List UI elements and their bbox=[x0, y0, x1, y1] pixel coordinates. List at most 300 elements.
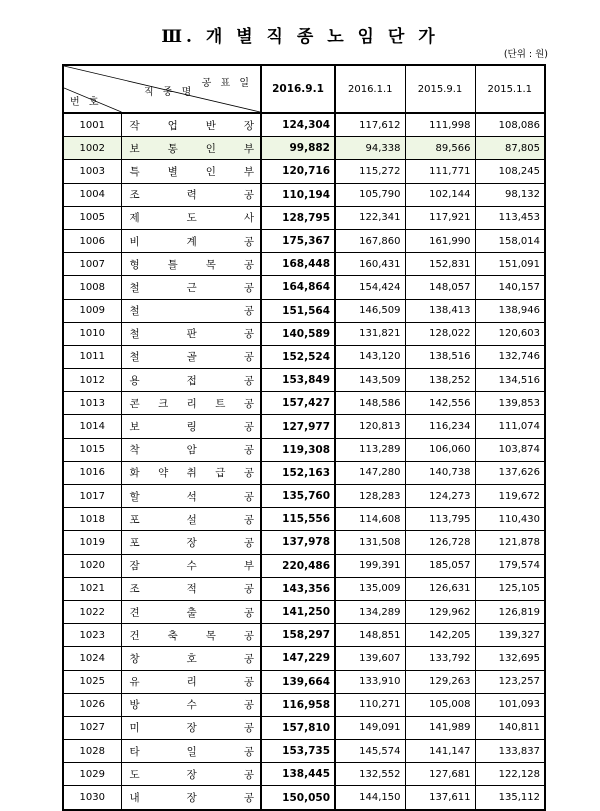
wage-value-3: 124,273 bbox=[405, 485, 475, 508]
job-name-char: 급 bbox=[215, 467, 226, 480]
job-name-char: 공 bbox=[243, 722, 254, 735]
job-code: 1018 bbox=[63, 508, 121, 531]
wage-value-4: 123,257 bbox=[475, 670, 545, 693]
wage-value-2: 144,150 bbox=[335, 786, 405, 810]
wage-value-2: 147,280 bbox=[335, 461, 405, 484]
job-name-char: 공 bbox=[243, 305, 254, 318]
wage-value-3: 126,728 bbox=[405, 531, 475, 554]
job-name-char: 도 bbox=[129, 768, 140, 781]
job-name-char: 보 bbox=[129, 142, 140, 155]
job-name-char: 건 bbox=[129, 629, 140, 642]
job-name-char: 유 bbox=[129, 676, 140, 689]
job-code: 1007 bbox=[63, 253, 121, 276]
wage-value-1: 115,556 bbox=[261, 508, 335, 531]
job-name-char: 목 bbox=[205, 258, 216, 271]
wage-value-4: 121,878 bbox=[475, 531, 545, 554]
table-row bbox=[63, 322, 545, 345]
wage-value-3: 138,413 bbox=[405, 299, 475, 322]
wage-value-3: 129,962 bbox=[405, 600, 475, 623]
job-code: 1009 bbox=[63, 299, 121, 322]
header-date-2: 2016.1.1 bbox=[335, 65, 405, 113]
table-row bbox=[63, 740, 545, 763]
job-name-char: 장 bbox=[186, 722, 197, 735]
job-name-char: 계 bbox=[186, 235, 197, 248]
job-name-char: 비 bbox=[129, 235, 140, 248]
wage-value-4: 120,603 bbox=[475, 322, 545, 345]
wage-value-1: 137,978 bbox=[261, 531, 335, 554]
page-title: Ⅲ. 개 별 직 종 노 임 단 가 bbox=[161, 27, 439, 47]
table-body bbox=[63, 113, 545, 810]
wage-value-1: 128,795 bbox=[261, 206, 335, 229]
wage-value-3: 106,060 bbox=[405, 438, 475, 461]
wage-value-4: 101,093 bbox=[475, 693, 545, 716]
table-row bbox=[63, 461, 545, 484]
wage-value-4: 126,819 bbox=[475, 600, 545, 623]
job-name-char: 공 bbox=[243, 258, 254, 271]
job-code: 1016 bbox=[63, 461, 121, 484]
job-code: 1021 bbox=[63, 577, 121, 600]
wage-value-3: 126,631 bbox=[405, 577, 475, 600]
job-name-char: 부 bbox=[243, 142, 254, 155]
wage-value-4: 140,811 bbox=[475, 716, 545, 739]
wage-value-1: 143,356 bbox=[261, 577, 335, 600]
job-code: 1008 bbox=[63, 276, 121, 299]
job-name-char: 리 bbox=[186, 676, 197, 689]
job-name-char: 틀 bbox=[167, 258, 178, 271]
header-job-name-label: 직 종 명 bbox=[144, 87, 195, 98]
job-name-char: 공 bbox=[243, 583, 254, 596]
wage-value-3: 148,057 bbox=[405, 276, 475, 299]
wage-value-2: 143,120 bbox=[335, 345, 405, 368]
job-name-char: 포 bbox=[129, 513, 140, 526]
wage-value-4: 137,626 bbox=[475, 461, 545, 484]
wage-value-4: 158,014 bbox=[475, 229, 545, 252]
wage-value-2: 120,813 bbox=[335, 415, 405, 438]
wage-value-4: 110,430 bbox=[475, 508, 545, 531]
wage-value-1: 135,760 bbox=[261, 485, 335, 508]
job-name-char: 형 bbox=[129, 258, 140, 271]
header-date-4: 2015.1.1 bbox=[475, 65, 545, 113]
job-name-char: 적 bbox=[186, 583, 197, 596]
wage-value-1: 152,163 bbox=[261, 461, 335, 484]
job-name-char: 착 bbox=[129, 444, 140, 457]
job-code: 1029 bbox=[63, 763, 121, 786]
wage-value-4: 125,105 bbox=[475, 577, 545, 600]
wage-value-2: 148,586 bbox=[335, 392, 405, 415]
header-announce-date-label: 공 표 일 bbox=[201, 78, 252, 89]
wage-value-1: 175,367 bbox=[261, 229, 335, 252]
job-name bbox=[121, 392, 261, 415]
wage-value-1: 153,735 bbox=[261, 740, 335, 763]
job-name-char: 석 bbox=[186, 490, 197, 503]
job-name-char: 공 bbox=[243, 374, 254, 387]
wage-value-2: 148,851 bbox=[335, 624, 405, 647]
job-code: 1023 bbox=[63, 624, 121, 647]
job-name-char: 제 bbox=[129, 212, 140, 225]
job-name bbox=[121, 276, 261, 299]
wage-value-4: 138,946 bbox=[475, 299, 545, 322]
wage-value-3: 133,792 bbox=[405, 647, 475, 670]
header-date-3: 2015.9.1 bbox=[405, 65, 475, 113]
job-name-char: 장 bbox=[186, 792, 197, 805]
job-name-char: 공 bbox=[243, 235, 254, 248]
job-name-char: 조 bbox=[129, 583, 140, 596]
job-name-char: 공 bbox=[243, 606, 254, 619]
table-row bbox=[63, 253, 545, 276]
wage-value-1: 119,308 bbox=[261, 438, 335, 461]
job-name bbox=[121, 670, 261, 693]
job-name-char: 철 bbox=[129, 305, 140, 318]
wage-value-1: 127,977 bbox=[261, 415, 335, 438]
job-name-char: 링 bbox=[186, 421, 197, 434]
job-name-char: 력 bbox=[186, 189, 197, 202]
wage-value-3: 102,144 bbox=[405, 183, 475, 206]
job-name-char: 공 bbox=[243, 676, 254, 689]
table-row bbox=[63, 716, 545, 739]
wage-value-2: 154,424 bbox=[335, 276, 405, 299]
job-name bbox=[121, 461, 261, 484]
job-code: 1024 bbox=[63, 647, 121, 670]
job-name-char: 장 bbox=[243, 119, 254, 132]
job-name-char: 공 bbox=[243, 328, 254, 341]
table-row bbox=[63, 624, 545, 647]
table-row bbox=[63, 693, 545, 716]
job-name-char: 철 bbox=[129, 281, 140, 294]
job-name-char: 수 bbox=[186, 699, 197, 712]
job-name-char: 화 bbox=[129, 467, 140, 480]
wage-value-2: 115,272 bbox=[335, 160, 405, 183]
wage-value-4: 139,327 bbox=[475, 624, 545, 647]
job-name-char: 출 bbox=[186, 606, 197, 619]
table-row bbox=[63, 113, 545, 137]
table-row bbox=[63, 438, 545, 461]
job-name-char: 공 bbox=[243, 536, 254, 549]
table-header-row bbox=[63, 65, 545, 113]
wage-value-2: 149,091 bbox=[335, 716, 405, 739]
job-name-char: 타 bbox=[129, 745, 140, 758]
table-row bbox=[63, 485, 545, 508]
wage-value-2: 122,341 bbox=[335, 206, 405, 229]
wage-value-2: 133,910 bbox=[335, 670, 405, 693]
job-name bbox=[121, 253, 261, 276]
job-name-char: 부 bbox=[243, 165, 254, 178]
job-name-char: 내 bbox=[129, 792, 140, 805]
wage-value-4: 134,516 bbox=[475, 369, 545, 392]
job-name bbox=[121, 693, 261, 716]
job-name-char: 부 bbox=[243, 560, 254, 573]
job-name-char: 통 bbox=[167, 142, 178, 155]
table-row bbox=[63, 647, 545, 670]
job-name bbox=[121, 647, 261, 670]
wage-value-3: 138,516 bbox=[405, 345, 475, 368]
wage-value-3: 152,831 bbox=[405, 253, 475, 276]
wage-value-1: 168,448 bbox=[261, 253, 335, 276]
table-row bbox=[63, 276, 545, 299]
wage-value-4: 133,837 bbox=[475, 740, 545, 763]
job-name-char: 사 bbox=[243, 212, 254, 225]
wage-value-1: 141,250 bbox=[261, 600, 335, 623]
job-name-char: 호 bbox=[186, 652, 197, 665]
job-name-char: 공 bbox=[243, 699, 254, 712]
job-name-char: 공 bbox=[243, 745, 254, 758]
job-name bbox=[121, 531, 261, 554]
wage-value-2: 110,271 bbox=[335, 693, 405, 716]
table-row bbox=[63, 670, 545, 693]
wage-value-4: 122,128 bbox=[475, 763, 545, 786]
wage-value-2: 134,289 bbox=[335, 600, 405, 623]
job-code: 1002 bbox=[63, 137, 121, 160]
wage-value-4: 132,695 bbox=[475, 647, 545, 670]
wage-value-1: 99,882 bbox=[261, 137, 335, 160]
job-name-char: 약 bbox=[158, 467, 169, 480]
job-name-char: 공 bbox=[243, 467, 254, 480]
wage-value-4: 139,853 bbox=[475, 392, 545, 415]
job-name-char: 포 bbox=[129, 536, 140, 549]
job-name bbox=[121, 763, 261, 786]
job-name-char: 창 bbox=[129, 652, 140, 665]
job-name-char: 취 bbox=[186, 467, 197, 480]
job-name-char: 접 bbox=[186, 374, 197, 387]
table-row bbox=[63, 786, 545, 810]
job-name bbox=[121, 345, 261, 368]
job-name-char: 공 bbox=[243, 513, 254, 526]
job-name bbox=[121, 438, 261, 461]
table-row bbox=[63, 160, 545, 183]
wage-value-3: 137,611 bbox=[405, 786, 475, 810]
table-row bbox=[63, 345, 545, 368]
job-name-char: 공 bbox=[243, 792, 254, 805]
job-name-char: 수 bbox=[186, 560, 197, 573]
wage-value-1: 152,524 bbox=[261, 345, 335, 368]
job-code: 1025 bbox=[63, 670, 121, 693]
job-name bbox=[121, 229, 261, 252]
job-code: 1014 bbox=[63, 415, 121, 438]
wage-value-2: 160,431 bbox=[335, 253, 405, 276]
wage-value-2: 199,391 bbox=[335, 554, 405, 577]
job-name-char: 공 bbox=[243, 397, 254, 410]
table-row bbox=[63, 508, 545, 531]
wage-value-4: 179,574 bbox=[475, 554, 545, 577]
job-name-char: 방 bbox=[129, 699, 140, 712]
wage-value-4: 108,245 bbox=[475, 160, 545, 183]
wage-value-2: 146,509 bbox=[335, 299, 405, 322]
header-code-label: 번 호 bbox=[70, 97, 102, 108]
job-code: 1022 bbox=[63, 600, 121, 623]
job-name-char: 판 bbox=[186, 328, 197, 341]
job-name bbox=[121, 554, 261, 577]
table-row bbox=[63, 763, 545, 786]
wage-value-4: 140,157 bbox=[475, 276, 545, 299]
wage-value-4: 98,132 bbox=[475, 183, 545, 206]
wage-value-4: 87,805 bbox=[475, 137, 545, 160]
wage-value-1: 150,050 bbox=[261, 786, 335, 810]
wage-value-3: 127,681 bbox=[405, 763, 475, 786]
job-name-char: 콘 bbox=[129, 397, 140, 410]
wage-value-3: 111,771 bbox=[405, 160, 475, 183]
job-code: 1020 bbox=[63, 554, 121, 577]
job-name-char: 인 bbox=[205, 165, 216, 178]
job-name-char: 인 bbox=[205, 142, 216, 155]
wage-value-3: 142,205 bbox=[405, 624, 475, 647]
wage-value-1: 147,229 bbox=[261, 647, 335, 670]
wage-value-2: 128,283 bbox=[335, 485, 405, 508]
job-code: 1011 bbox=[63, 345, 121, 368]
table-row bbox=[63, 137, 545, 160]
wage-value-2: 117,612 bbox=[335, 113, 405, 137]
wage-value-2: 114,608 bbox=[335, 508, 405, 531]
wage-value-2: 113,289 bbox=[335, 438, 405, 461]
wage-value-1: 164,864 bbox=[261, 276, 335, 299]
job-name bbox=[121, 508, 261, 531]
table-row bbox=[63, 600, 545, 623]
wage-value-1: 158,297 bbox=[261, 624, 335, 647]
table-row bbox=[63, 415, 545, 438]
job-name-char: 설 bbox=[186, 513, 197, 526]
wage-value-4: 135,112 bbox=[475, 786, 545, 810]
job-name-char: 공 bbox=[243, 351, 254, 364]
wage-value-3: 141,989 bbox=[405, 716, 475, 739]
wage-value-1: 120,716 bbox=[261, 160, 335, 183]
job-name-char: 장 bbox=[186, 768, 197, 781]
job-code: 1028 bbox=[63, 740, 121, 763]
job-code: 1012 bbox=[63, 369, 121, 392]
job-name-char: 업 bbox=[167, 119, 178, 132]
wage-value-3: 161,990 bbox=[405, 229, 475, 252]
wage-value-4: 151,091 bbox=[475, 253, 545, 276]
job-name-char: 트 bbox=[215, 397, 226, 410]
wage-value-4: 113,453 bbox=[475, 206, 545, 229]
job-name bbox=[121, 299, 261, 322]
wage-value-3: 128,022 bbox=[405, 322, 475, 345]
header-date-1: 2016.9.1 bbox=[261, 65, 335, 113]
job-name bbox=[121, 740, 261, 763]
job-code: 1006 bbox=[63, 229, 121, 252]
job-name-char: 근 bbox=[186, 281, 197, 294]
job-name bbox=[121, 322, 261, 345]
job-code: 1027 bbox=[63, 716, 121, 739]
job-code: 1015 bbox=[63, 438, 121, 461]
wage-value-1: 138,445 bbox=[261, 763, 335, 786]
table-row bbox=[63, 531, 545, 554]
wage-value-1: 157,810 bbox=[261, 716, 335, 739]
job-code: 1017 bbox=[63, 485, 121, 508]
wage-value-1: 110,194 bbox=[261, 183, 335, 206]
job-code: 1010 bbox=[63, 322, 121, 345]
wage-value-2: 105,790 bbox=[335, 183, 405, 206]
job-code: 1003 bbox=[63, 160, 121, 183]
table-row bbox=[63, 554, 545, 577]
job-code: 1030 bbox=[63, 786, 121, 810]
table-row bbox=[63, 183, 545, 206]
wage-value-1: 116,958 bbox=[261, 693, 335, 716]
job-name-char: 반 bbox=[205, 119, 216, 132]
job-name-char: 공 bbox=[243, 281, 254, 294]
wage-value-2: 143,509 bbox=[335, 369, 405, 392]
job-name-char: 공 bbox=[243, 189, 254, 202]
job-name-char: 공 bbox=[243, 629, 254, 642]
job-name-char: 크 bbox=[158, 397, 169, 410]
job-name-char: 용 bbox=[129, 374, 140, 387]
wage-value-1: 220,486 bbox=[261, 554, 335, 577]
table-row bbox=[63, 299, 545, 322]
wage-value-1: 153,849 bbox=[261, 369, 335, 392]
job-name bbox=[121, 160, 261, 183]
table-row bbox=[63, 577, 545, 600]
job-name-char: 조 bbox=[129, 189, 140, 202]
wage-value-3: 105,008 bbox=[405, 693, 475, 716]
job-name bbox=[121, 716, 261, 739]
wage-value-1: 124,304 bbox=[261, 113, 335, 137]
wage-value-1: 139,664 bbox=[261, 670, 335, 693]
job-name-char: 미 bbox=[129, 722, 140, 735]
job-name-char: 할 bbox=[129, 490, 140, 503]
job-name-char: 공 bbox=[243, 490, 254, 503]
job-name-char: 축 bbox=[167, 629, 178, 642]
job-code: 1005 bbox=[63, 206, 121, 229]
job-name-char: 공 bbox=[243, 768, 254, 781]
job-name bbox=[121, 206, 261, 229]
table-row bbox=[63, 392, 545, 415]
header-diagonal-cell bbox=[63, 65, 261, 113]
job-name bbox=[121, 183, 261, 206]
job-name-char: 특 bbox=[129, 165, 140, 178]
wage-value-1: 157,427 bbox=[261, 392, 335, 415]
job-name-char: 도 bbox=[186, 212, 197, 225]
job-name-char: 철 bbox=[129, 328, 140, 341]
job-name-char: 공 bbox=[243, 444, 254, 457]
job-name bbox=[121, 369, 261, 392]
wage-table bbox=[62, 64, 546, 811]
wage-value-4: 103,874 bbox=[475, 438, 545, 461]
wage-value-3: 117,921 bbox=[405, 206, 475, 229]
job-name-char: 리 bbox=[186, 397, 197, 410]
job-name bbox=[121, 577, 261, 600]
wage-value-3: 89,566 bbox=[405, 137, 475, 160]
job-name bbox=[121, 600, 261, 623]
wage-value-2: 131,508 bbox=[335, 531, 405, 554]
wage-value-2: 132,552 bbox=[335, 763, 405, 786]
job-name-char: 공 bbox=[243, 652, 254, 665]
job-name-char: 일 bbox=[186, 745, 197, 758]
wage-value-4: 108,086 bbox=[475, 113, 545, 137]
wage-value-3: 138,252 bbox=[405, 369, 475, 392]
wage-value-4: 132,746 bbox=[475, 345, 545, 368]
unit-label: (단위 : 원) bbox=[503, 49, 548, 60]
wage-value-1: 140,589 bbox=[261, 322, 335, 345]
wage-value-4: 119,672 bbox=[475, 485, 545, 508]
wage-value-2: 145,574 bbox=[335, 740, 405, 763]
job-name-char: 작 bbox=[129, 119, 140, 132]
wage-value-3: 140,738 bbox=[405, 461, 475, 484]
wage-value-3: 142,556 bbox=[405, 392, 475, 415]
job-name-char: 암 bbox=[186, 444, 197, 457]
job-name bbox=[121, 113, 261, 137]
job-code: 1026 bbox=[63, 693, 121, 716]
table-row bbox=[63, 369, 545, 392]
wage-value-3: 113,795 bbox=[405, 508, 475, 531]
wage-value-2: 131,821 bbox=[335, 322, 405, 345]
table-row bbox=[63, 229, 545, 252]
wage-value-3: 129,263 bbox=[405, 670, 475, 693]
job-name bbox=[121, 624, 261, 647]
job-name-char: 골 bbox=[186, 351, 197, 364]
wage-value-1: 151,564 bbox=[261, 299, 335, 322]
wage-value-3: 141,147 bbox=[405, 740, 475, 763]
job-name bbox=[121, 485, 261, 508]
wage-value-2: 135,009 bbox=[335, 577, 405, 600]
job-name-char: 별 bbox=[167, 165, 178, 178]
job-name-char: 공 bbox=[243, 421, 254, 434]
